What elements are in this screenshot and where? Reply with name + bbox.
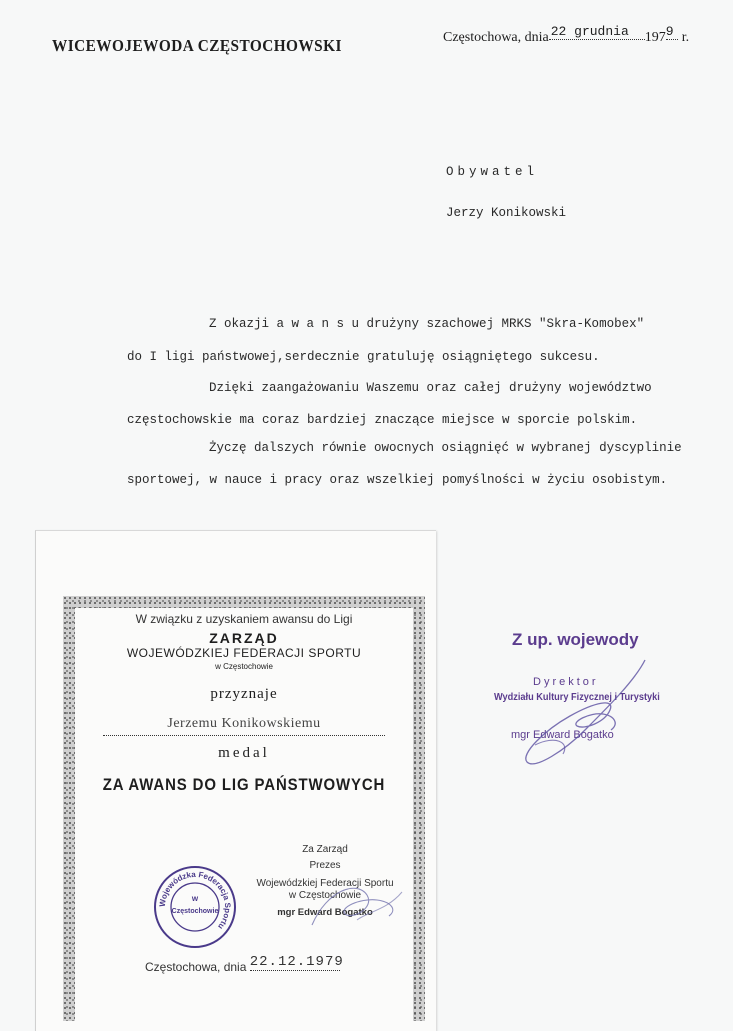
certificate-title: ZA AWANS DO LIG PAŃSTWOWYCH	[102, 775, 386, 794]
certificate-sign-za: Za Zarząd	[302, 844, 348, 855]
certificate-city: w Częstochowie	[215, 662, 273, 671]
certificate-zarzad: ZARZĄD	[209, 630, 279, 646]
dateline-place: Częstochowa, dnia	[443, 30, 549, 45]
certificate-date: 22.12.1979	[249, 954, 344, 970]
recipient-name: Jerzy Konikowski	[446, 206, 567, 220]
certificate-sign-city: w Częstochowie	[288, 890, 362, 901]
certificate-medal: medal	[218, 745, 270, 761]
body-line-3: Dzięki zaangażowaniu Waszemu oraz całej drużyny województwo	[209, 381, 652, 395]
handwritten-signature-right	[515, 650, 665, 780]
seal-top-text: w	[191, 894, 199, 903]
letterhead-office: WICEWOJEWODA CZĘSTOCHOWSKI	[52, 36, 342, 55]
letter-dateline	[443, 24, 690, 46]
certificate-sign-org: Wojewódzkiej Federacji Sportu	[256, 878, 394, 889]
certificate-dateline	[145, 954, 344, 977]
dateline-r: r.	[681, 30, 690, 45]
body-line-5: Życzę dalszych równie owocnych osiągnięć w wybranej dyscyplinie	[209, 441, 682, 455]
seal-center-text: Częstochowie	[171, 908, 219, 915]
certificate-grants: przyznaje	[210, 686, 278, 702]
recipient-salutation: Obywatel	[446, 165, 539, 179]
handwritten-signature-card	[297, 870, 417, 940]
stamp-name: mgr Edward Bogatko	[511, 729, 614, 741]
certificate-inner	[75, 608, 413, 1021]
body-line-2: do I ligi państwowej,serdecznie gratuluję osiągniętego sukcesu.	[127, 350, 600, 364]
certificate-recipient: Jerzemu Konikowskiemu	[167, 716, 321, 731]
body-line-1: Z okazji a w a n s u drużyny szachowej MRKS "Skra-Komobex"	[209, 317, 645, 331]
medal-certificate	[35, 530, 436, 1031]
certificate-federation: WOJEWÓDZKIEJ FEDERACJI SPORTU	[126, 646, 362, 660]
stamp-dyrektor: Dyrektor	[533, 676, 599, 688]
certificate-date-prefix: Częstochowa, dnia	[145, 960, 247, 974]
stamp-department: Wydziału Kultury Fizycznej i Turystyki	[494, 692, 660, 703]
seal-ring-text: Wojewódzka Federacja Sportu	[157, 869, 233, 931]
certificate-sign-prezes: Prezes	[309, 860, 341, 871]
body-line-4: częstochowskie ma coraz bardziej znaczące miejsce w sporcie polskim.	[127, 413, 638, 427]
certificate-sign-name: mgr Edward Bogatko	[277, 907, 373, 918]
certificate-intro: W związku z uzyskaniem awansu do Ligi	[135, 612, 353, 626]
dateline-day-month: 22 grudnia	[549, 24, 645, 40]
dateline-year-suffix: 9	[666, 24, 678, 40]
dateline-year-prefix: 197	[644, 30, 666, 45]
federation-seal	[153, 865, 237, 949]
certificate-frame	[63, 596, 425, 1021]
certificate-recipient-line	[103, 735, 385, 736]
stamp-z-up-wojewody: Z up. wojewody	[512, 630, 639, 649]
body-line-6: sportowej, w nauce i pracy oraz wszelkiej pomyślności w życiu osobistym.	[127, 473, 668, 487]
